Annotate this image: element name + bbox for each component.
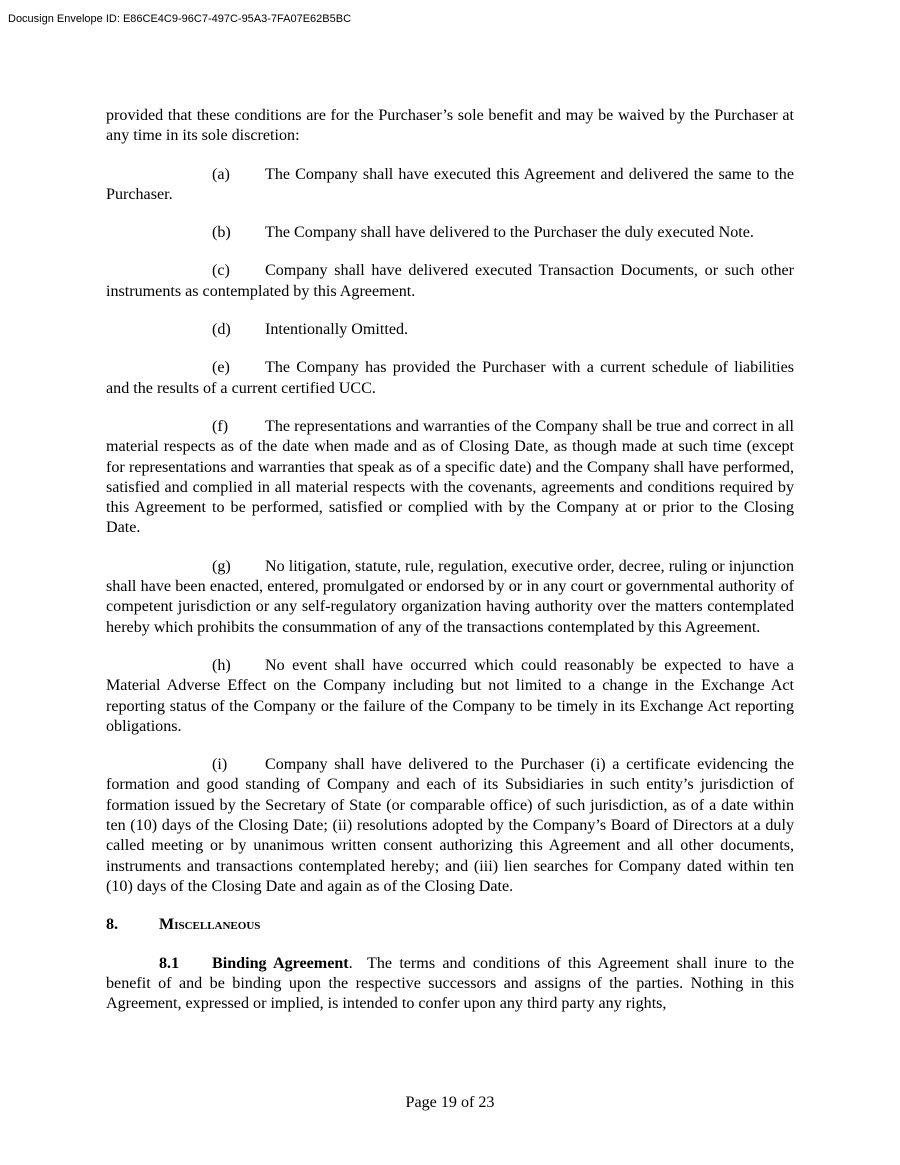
intro-paragraph: provided that these conditions are for the Purchaser’s sole benefit and may be waived by the Purchaser at any time in its sole discretion: [106, 107, 794, 145]
subsection-text: The terms and conditions of this Agreement shall inure to the benefit of and be binding upon the respective successors and assigns of the parties. Nothing in this Agreement, expressed or implied, is intended to confer upon any third party any rights, [106, 954, 794, 1013]
condition-item-b [106, 223, 794, 243]
section-heading [106, 915, 794, 935]
condition-item-g [106, 557, 794, 638]
item-text: Intentionally Omitted. [265, 321, 409, 339]
subsection-paragraph: 8.1 Binding Agreement. The terms and conditions of this Agreement shall inure to the benefit of and be binding upon the respective successors and assigns of the parties. Nothing in this Agreement, expressed or implied, is intended to confer upon any third party any rights, [106, 954, 794, 1013]
item-text: The Company shall have executed this Agreement and delivered the same to the Purchaser. [106, 165, 794, 203]
item-text: No event shall have occurred which could reasonably be expected to have a Material Adverse Effect on the Company including but not limited to a change in the Exchange Act reporting status of the Company or the failure of the Company to be timely in its Exchange Act reporting obligations. [106, 656, 794, 735]
condition-item-f [106, 417, 794, 539]
condition-item-e [106, 358, 794, 399]
item-label: (d) [212, 321, 231, 339]
item-label: (h) [212, 656, 231, 674]
condition-item-i [106, 755, 794, 897]
section-number: 8. [106, 916, 119, 934]
item-label: (i) [212, 756, 228, 774]
item-text: The Company has provided the Purchaser with a current schedule of liabilities and the results of a current certified UCC. [106, 359, 794, 397]
item-label: (a) [212, 165, 230, 183]
item-text: The Company shall have delivered to the Purchaser the duly executed Note. [265, 224, 754, 242]
condition-item-a [106, 165, 794, 206]
item-text: The representations and warranties of the Company shall be true and correct in all material respects as of the date when made and as of Closing Date, as though made at such time (except for representations and warranties that speak as of a specific date) and the Company shall have performed, satisfied and complied in all material respects with the covenants, agreements and conditions required by this Agreement to be performed, satisfied or complied with by the Company at or prior to the Closing Date. [106, 417, 794, 537]
section-title: Miscellaneous [159, 916, 261, 934]
item-text: Company shall have delivered executed Transaction Documents, or such other instruments as contemplated by this Agreement. [106, 262, 794, 300]
document-body [106, 106, 794, 1032]
item-label: (g) [212, 557, 231, 575]
item-label: (b) [212, 224, 231, 242]
item-label: (f) [212, 417, 229, 435]
condition-item-c [106, 261, 794, 302]
item-text: No litigation, statute, rule, regulation, executive order, decree, ruling or injunction shall have been enacted, entered, promulgated or endorsed by or in any court or governmental authority of competent jurisdiction or any self-regulatory organization having authority over the matters contemplated hereby which prohibits the consummation of any of the transactions contemplated by this Agreement. [106, 557, 794, 636]
item-label: (e) [212, 359, 230, 377]
subsection-number: 8.1 [159, 954, 180, 972]
condition-item-d [106, 320, 794, 340]
docusign-envelope-id: Docusign Envelope ID: E86CE4C9-96C7-497C-95A3-7FA07E62B5BC [8, 13, 352, 25]
item-text: Company shall have delivered to the Purchaser (i) a certificate evidencing the formation and good standing of Company and each of its Subsidiaries in such entity’s jurisdiction of formation issued by the Secretary of State (or comparable office) of such jurisdiction, as of a date within ten (10) days of the Closing Date; (ii) resolutions adopted by the Company’s Board of Directors at a duly called meeting or by unanimous written consent authorizing this Agreement and all other documents, instruments and transactions contemplated hereby; and (iii) lien searches for Company dated within ten (10) days of the Closing Date and again as of the Closing Date. [106, 756, 794, 895]
condition-item-h [106, 656, 794, 737]
item-label: (c) [212, 262, 230, 280]
page-number-footer: Page 19 of 23 [405, 1094, 495, 1111]
subsection-title: Binding Agreement [212, 954, 349, 972]
